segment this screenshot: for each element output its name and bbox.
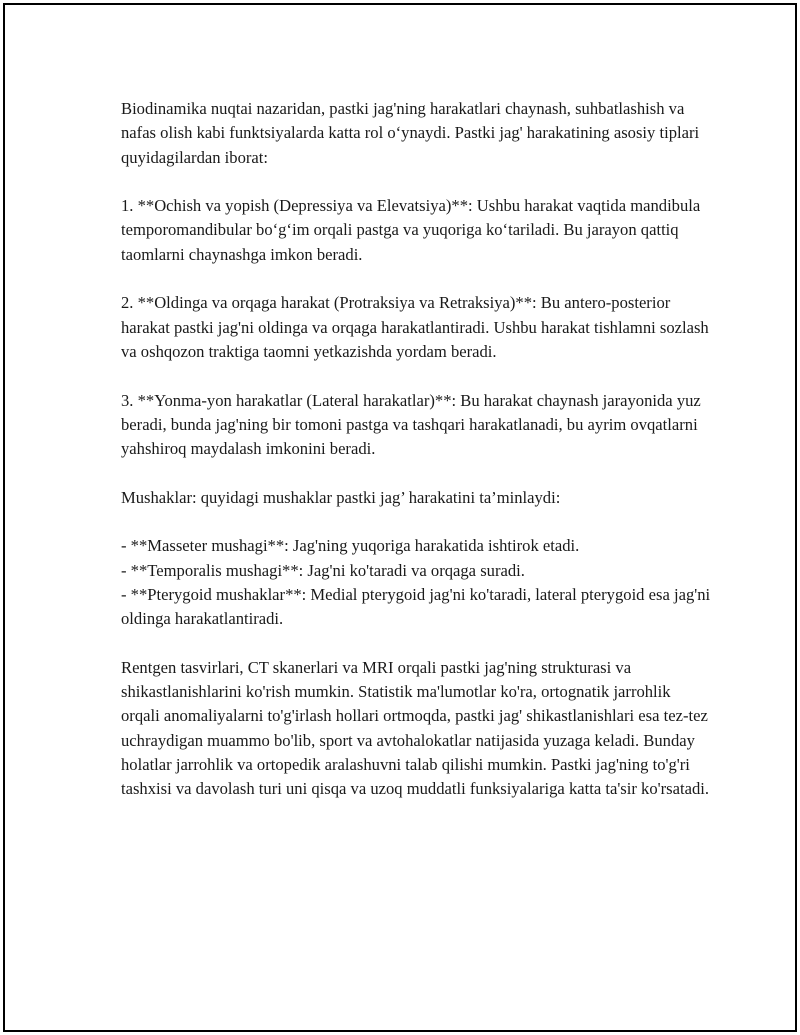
intro-paragraph: Biodinamika nuqtai nazaridan, pastki jag'ning harakatlari chaynash, suhbatlashish va nafas olish kabi funktsiyalarda katta rol o‘ynaydi. Pastki jag' harakatining asosiy tiplari quyidagilardan iborat: [121, 99, 700, 167]
paragraph-spacer [121, 267, 711, 291]
paragraph-spacer [121, 170, 711, 194]
movement-depression-elevation: 1. **Ochish va yopish (Depressiya va Elevatsiya)**: Ushbu harakat vaqtida mandibula temporomandibular bo‘g‘im orqali pastga va yuqoriga ko‘tariladi. Bu jarayon qattiq taomlarni chaynashga imkon beradi. [121, 196, 701, 264]
paragraph-spacer [121, 461, 711, 485]
list-item-temporalis: - **Temporalis mushagi**: Jag'ni ko'taradi va orqaga suradi. [121, 560, 525, 580]
paragraph-spacer [121, 364, 711, 388]
paragraph-spacer [121, 632, 711, 656]
closing-paragraph: Rentgen tasvirlari, CT skanerlari va MRI orqali pastki jag'ning strukturasi va shikastlanishlarini ko'rish mumkin. Statistik ma'lumotlar ko'ra, ortognatik jarrohlik orqali anomaliyalarni to'g'irlash hollari ortmoqda, pastki jag' shikastlanishlari esa tez-tez uchraydigan muammo bo'lib, sport va avtohalokatlar natijasida yuzaga keladi. Bunday holatlar jarrohlik va ortopedik aralashuvni talab qilishi mumkin. Pastki jag'ning to'g'ri tashxisi va davolash turi uni qisqa va uzoq muddatli funksiyalariga katta ta'sir ko'rsatadi. [121, 657, 710, 799]
movement-protraction-retraction: 2. **Oldinga va orqaga harakat (Protraksiya va Retraksiya)**: Bu antero-posterior harakat pastki jag'ni oldinga va orqaga harakatlantiradi. Ushbu harakat tishlamni sozlash va oshqozon traktiga taomni yetkazishda yordam beradi. [121, 293, 709, 361]
list-item-masseter: - **Masseter mushagi**: Jag'ning yuqoriga harakatida ishtirok etadi. [121, 536, 580, 556]
document-body [121, 97, 711, 802]
list-item-pterygoid: - **Pterygoid mushaklar**: Medial pterygoid jag'ni ko'taradi, lateral pterygoid esa jag'ni oldinga harakatlantiradi. [121, 584, 711, 629]
muscles-heading: Mushaklar: quyidagi mushaklar pastki jag’ harakatini ta’minlaydi: [121, 487, 561, 507]
page-frame [3, 3, 797, 1032]
movement-lateral: 3. **Yonma-yon harakatlar (Lateral harakatlar)**: Bu harakat chaynash jarayonida yuz beradi, bunda jag'ning bir tomoni pastga va tashqari harakatlanadi, bu ayrim ovqatlarni yahshiroq maydalash imkonini beradi. [121, 390, 701, 459]
paragraph-spacer [121, 510, 711, 534]
